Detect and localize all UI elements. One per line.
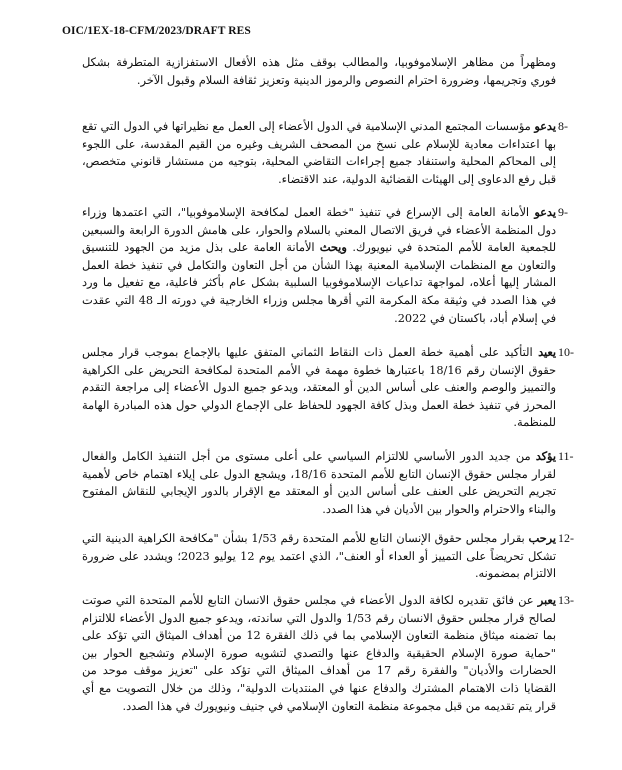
paragraph-11-text: من جديد الدور الأساسي للالتزام السياسي على أعلى مستوى من أجل التنفيذ الكامل والفعال لقرار مجلس حقوق الإنسان التابع للأمم المتحدة 18/16، ويشجع الدول على إيلاء اهتمام خاص لأهمية تجريم التحريض على العنف على أساس الدين أو المعتقد مع الإقرار بالدور الإيجابي للنقاش المفتوح والبناء والاحترام والحوار بين الأديان في هذا الصدد. [82, 450, 557, 516]
paragraph-13 [82, 592, 556, 715]
paragraph-10-lead: يعيد [538, 345, 556, 359]
paragraph-8-lead: يدعو [534, 119, 556, 133]
paragraph-number-12: 12- [558, 531, 574, 545]
paragraph-12-text: بقرار مجلس حقوق الإنسان التابع للأمم المتحدة رقم 1/53 بشأن "مكافحة الكراهية الدينية التي تشكل تحريضاً على التمييز أو العداء أو العنف"، الذي اعتمد يوم 12 يوليو 2023؛ ويشدد على ضرورة الالتزام بمضمونه. [82, 532, 556, 581]
intro-paragraph: ومظهراً من مظاهر الإسلاموفوبيا، والمطالب بوقف مثل هذه الأفعال الاستفزازية المتطرفة بشكل فوري وتجريمها، وضرورة احترام النصوص والرموز الدينية وتعزيز ثقافة السلام وقبول الآخر. [82, 56, 556, 87]
paragraph-9-text-after: الأمانة العامة على بذل مزيد من الجهود للتنسيق والتعاون مع المنظمات الإسلامية المعنية بهذا الشأن من أجل التعاون والتكامل في تنفيذ خطة العمل المشار إليها أعلاه، لمواجهة تداعيات الإسلاموفوبيا السلبية بشكل عام بأكثر فاعلية، مع تفعيل ما ورد في هذا الصدد في وثيقة مكة المكرمة التي أقرها مجلس وزراء الخارجية في دورته الـ 48 التي عقدت في إسلام أباد، باكستان في 2022. [82, 241, 557, 325]
paragraph-13-lead: يعبر [537, 593, 556, 607]
paragraph-8 [82, 118, 556, 188]
paragraph-12-lead: يرحب [528, 531, 556, 545]
paragraph-8-text: مؤسسات المجتمع المدني الإسلامية في الدول الأعضاء إلى العمل مع نظيراتها في الدول التي تقع بها اعتداءات معادية للإسلام على نسخ من المصحف الشريف وغيره من القيم المقدسة، على اللجوء إلى المحاكم المحلية واستنفاد جميع إجراءات التقاضي المحلية، بتوجيه من مستشار قانوني متخصص، قبل رفع الدعاوى إلى الهيئات القضائية الدولية، عند الاقتضاء. [82, 120, 556, 186]
paragraph-10 [82, 344, 556, 432]
paragraph-13-text: عن فائق تقديره لكافة الدول الأعضاء في مجلس حقوق الانسان التابع للأمم المتحدة التي صوتت لصالح قرار مجلس حقوق الانسان رقم 1/53 والدول التي ساندته، ويدعو جميع الدول الأعضاء للالتزام بما تضمنه ميثاق منظمة التعاون الإسلامي بما في ذلك الفقرة 12 من أهداف الميثاق التي تؤكد على "حماية صورة الإسلام الحقيقية والدفاع عنها والتصدي لتشويه صورة الإسلام وتشجيع الحوار بين الحضارات والأديان" والفقرة رقم 17 من أهداف الميثاق التي تؤكد على "تعزيز موقف موحد من القضايا ذات الاهتمام المشترك والدفاع عنها في المنتديات الدولية"، وذلك من خلال التصويت مع أي قرار يتم تقديمه من قبل مجموعة منظمة التعاون الإسلامي في جنيف ونيويورك في هذا الصدد. [82, 594, 557, 713]
paragraph-number-11: 11- [558, 449, 574, 463]
paragraph-9-text: الأمانة العامة إلى الإسراع في تنفيذ "خطة العمل لمكافحة الإسلاموفوبيا"، التي اعتمدها وزراء دول المنظمة الأعضاء في فريق الاتصال المعني بالسلام والحوار، على هامش الدورة الرابعة والسبعين للجمعية العامة للأمم المتحدة في نيويورك. [82, 206, 557, 255]
document-reference: OIC/1EX-18-CFM/2023/DRAFT RES [62, 25, 251, 37]
paragraph-number-10: 10- [558, 345, 574, 359]
paragraph-10-text: التأكيد على أهمية خطة العمل ذات النقاط الثماني المتفق عليها بالإجماع بموجب قرار مجلس حقوق الإنسان رقم 18/16 باعتبارها خطوة مهمة في الأمم المتحدة لمكافحة التحريض على الكراهية والتمييز والوصم والعنف على أساس الدين أو المعتقد، ويدعو جميع الدول الأعضاء إلى مراجعة التقدم المحرز في تنفيذ خطة العمل وبذل كافة الجهود للحفاظ على الإجماع الدولي حول هذه المبادرة الهامة للمنظمة. [82, 346, 556, 430]
paragraph-9-mid-bold: ويحث [319, 240, 353, 255]
paragraph-11 [82, 448, 556, 518]
paragraph-number-9: 9- [558, 205, 568, 219]
paragraph-12 [82, 530, 556, 583]
paragraph-11-lead: يؤكد [535, 449, 556, 463]
paragraph-9-lead: يدعو [534, 205, 556, 219]
paragraph-9 [82, 204, 556, 327]
paragraph-number-13: 13- [558, 593, 574, 607]
paragraph-number-8: 8- [558, 119, 568, 133]
